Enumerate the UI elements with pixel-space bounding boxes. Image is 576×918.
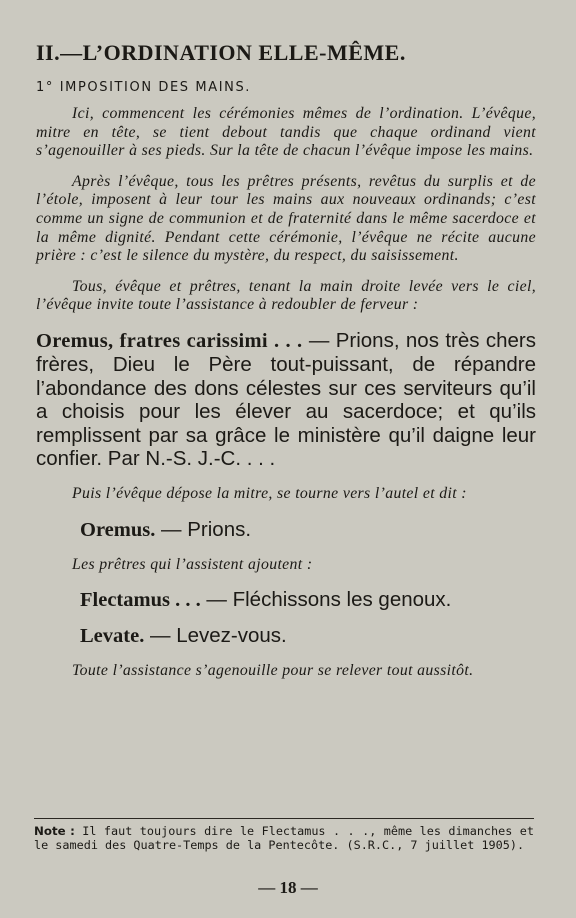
- response-flectamus-latin: Flectamus . . .: [80, 589, 201, 612]
- prayer-oremus: [36, 329, 536, 471]
- paragraph-imposition: Ici, commencent les cérémonies mêmes de l’ordination. L’évêque, mitre en tête, se tient debout tandis que chaque ordinand vient s’agenouiller à ses pieds. Sur la tête de chacun l’évêque impose les mains.: [36, 105, 536, 160]
- footnote-divider: [34, 818, 534, 819]
- paragraph-assistants: Les prêtres qui l’assistent ajoutent :: [72, 555, 313, 573]
- page-number: — 18 —: [258, 878, 318, 897]
- response-levate-latin: Levate.: [80, 625, 145, 648]
- response-oremus-latin: Oremus.: [80, 518, 156, 541]
- subsection-heading: 1° IMPOSITION DES MAINS.: [36, 80, 252, 95]
- paragraph-kneel: Toute l’assistance s’agenouille pour se relever tout aussitôt.: [72, 662, 474, 680]
- paragraph-invitation: Tous, évêque et prêtres, tenant la main droite levée vers le ciel, l’évêque invite toute l’assistance à redoubler de ferveur :: [36, 277, 536, 314]
- page-content: [36, 40, 536, 681]
- paragraph-mitre: Puis l’évêque dépose la mitre, se tourne vers l’autel et dit :: [72, 484, 467, 502]
- prayer-latin: Oremus, fratres carissimi . . .: [36, 329, 303, 352]
- response-flectamus-french: — Fléchissons les genoux.: [200, 588, 452, 612]
- response-oremus-french: — Prions.: [155, 517, 252, 541]
- footnote-label: Note :: [34, 824, 75, 838]
- response-flectamus: [36, 588, 536, 612]
- footnote: [34, 824, 534, 852]
- response-oremus: [36, 518, 536, 542]
- response-levate: [36, 624, 536, 648]
- footnote-text: Il faut toujours dire le Flectamus . . ., même les dimanches et le samedi des Quatre-Temps de la Pentecôte. (S.R.C., 7 juillet 1905).: [34, 824, 534, 852]
- response-levate-french: — Levez-vous.: [144, 624, 287, 648]
- section-heading: II.—L’ORDINATION ELLE-MÊME.: [36, 40, 406, 65]
- prayer-french: — Prions, nos très chers frères, Dieu le Père tout-puissant, de répandre l’abondance des dons célestes sur ces serviteurs qu’il a choisis pour les élever au sacerdoce; et qu’ils remplissent par sa grâce le ministère qu’il daigne leur confier. Par N.-S. J.-C. . . .: [36, 328, 537, 471]
- paragraph-priests: Après l’évêque, tous les prêtres présents, revêtus du surplis et de l’étole, imposent à leur tour les mains aux nouveaux ordinands; c’est comme un signe de communion et de fraternité dans le même sacerdoce et la même dignité. Pendant cette cérémonie, l’évêque ne récite aucune prière : c’est le silence du mystère, du respect, du saisissement.: [36, 172, 536, 265]
